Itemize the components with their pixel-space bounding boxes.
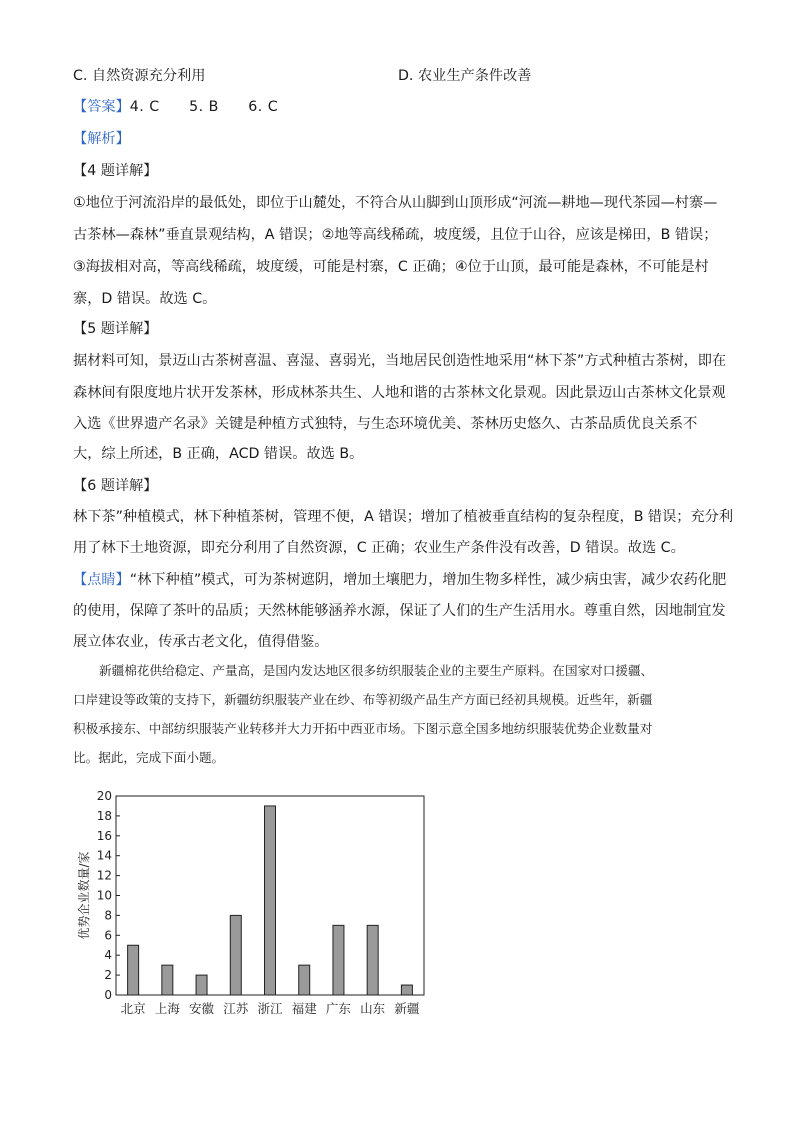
bar-0 <box>128 945 139 995</box>
y-tick-label-10: 10 <box>96 888 112 903</box>
x-category-label-8: 新疆 <box>394 1001 420 1016</box>
y-tick-label-0: 0 <box>104 988 112 1002</box>
option-c: C. 自然资源充分利用 <box>73 68 206 84</box>
q4-line-4: 寨，D 错误。故选 C。 <box>73 291 217 307</box>
intro-line-2: 口岸建设等政策的支持下，新疆纺织服装产业在纱、布等初级产品生产方面已经初具规模。近些年，新疆 <box>73 692 653 707</box>
y-tick-label-18: 18 <box>96 808 112 823</box>
x-category-label-7: 山东 <box>360 1001 386 1016</box>
dianjing-label: 【点睛】 <box>73 572 130 588</box>
y-tick-label-14: 14 <box>96 848 112 863</box>
y-tick-label-16: 16 <box>96 828 112 843</box>
q5-line-1: 据材料可知，景迈山古茶树喜温、喜湿、喜弱光，当地居民创造性地采用“林下茶”方式种植古茶树，即在 <box>73 353 727 369</box>
q4-heading: 【4 题详解】 <box>73 163 158 179</box>
y-tick-label-20: 20 <box>96 789 112 803</box>
x-category-label-3: 江苏 <box>223 1001 249 1016</box>
bar-4 <box>265 806 276 995</box>
dianjing-text-1: “林下种植”模式，可为茶树遮阴，增加土壤肥力，增加生物多样性，减少病虫害，减少农药化肥 <box>129 572 727 588</box>
dianjing-line-3: 展立体农业，传承古老文化，值得借鉴。 <box>73 634 329 650</box>
answer-values: 4. C 5. B 6. C <box>129 99 279 115</box>
answer-label: 【答案】 <box>73 99 130 115</box>
dianjing-line-2: 的使用，保障了茶叶的品质；天然林能够涵养水源，保证了人们的生产生活用水。尊重自然，因地制宜发 <box>73 603 726 619</box>
x-category-label-6: 广东 <box>325 1001 351 1016</box>
q4-line-1: ①地位于河流沿岸的最低处，即位于山麓处，不符合从山脚到山顶形成“河流—耕地—现代茶园—村寨— <box>73 195 718 211</box>
q6-line-1: 林下茶”种植模式，林下种植茶树，管理不便，A 错误；增加了植被垂直结构的复杂程度，B 错误；充分利 <box>73 509 734 525</box>
y-tick-label-12: 12 <box>96 868 112 883</box>
chart-bars <box>128 806 413 995</box>
enterprise-bar-chart <box>74 780 434 1025</box>
x-category-label-0: 北京 <box>120 1001 146 1016</box>
answer-line <box>73 97 278 117</box>
q6-line-2: 用了林下土地资源，即充分利用了自然资源，C 正确；农业生产条件没有改善，D 错误。故选 C。 <box>73 540 685 556</box>
y-tick-label-4: 4 <box>104 948 112 963</box>
q4-line-3: ③海拔相对高，等高线稀疏，坡度缓，可能是村寨，C 正确；④位于山顶，最可能是森林，不可能是村 <box>73 259 709 275</box>
q5-line-4: 大，综上所述，B 正确，ACD 错误。故选 B。 <box>73 446 364 462</box>
y-tick-label-6: 6 <box>104 928 112 943</box>
bar-1 <box>162 965 173 995</box>
x-category-label-2: 安徽 <box>189 1001 215 1016</box>
intro-line-4: 比。据此，完成下面小题。 <box>73 750 225 765</box>
bar-5 <box>299 965 310 995</box>
x-category-label-1: 上海 <box>154 1001 180 1016</box>
dianjing-line-1 <box>73 570 726 590</box>
q5-heading: 【5 题详解】 <box>73 321 158 337</box>
bar-7 <box>367 925 378 995</box>
q6-heading: 【6 题详解】 <box>73 478 158 494</box>
bar-3 <box>230 915 241 995</box>
bar-2 <box>196 975 207 995</box>
q5-line-3: 入选《世界遗产名录》关键是种植方式独特，与生态环境优美、茶林历史悠久、古茶品质优良关系不 <box>73 416 698 432</box>
x-category-label-4: 浙江 <box>257 1001 283 1016</box>
y-tick-label-2: 2 <box>104 968 112 983</box>
y-tick-label-8: 8 <box>104 908 112 923</box>
intro-line-1: 新疆棉花供给稳定、产量高，是国内发达地区很多纺织服装企业的主要生产原料。在国家对口援疆、 <box>99 663 654 678</box>
y-axis-label: 优势企业数量/家 <box>77 851 91 940</box>
analysis-label: 【解析】 <box>73 131 130 147</box>
bar-6 <box>333 925 344 995</box>
bar-8 <box>401 985 412 995</box>
q5-line-2: 森林间有限度地片状开发茶林，形成林茶共生、人地和谐的古茶林文化景观。因此景迈山古茶林文化景观 <box>73 385 726 401</box>
x-category-label-5: 福建 <box>291 1001 317 1016</box>
intro-line-3: 积极承接东、中部纺织服装产业转移并大力开拓中西亚市场。下图示意全国多地纺织服装优势企业数量对 <box>73 721 653 736</box>
option-d: D. 农业生产条件改善 <box>398 68 532 84</box>
q4-line-2: 古茶林—森林”垂直景观结构，A 错误；②地等高线稀疏，坡度缓，且位于山谷，应该是梯田，B 错误； <box>73 227 718 243</box>
